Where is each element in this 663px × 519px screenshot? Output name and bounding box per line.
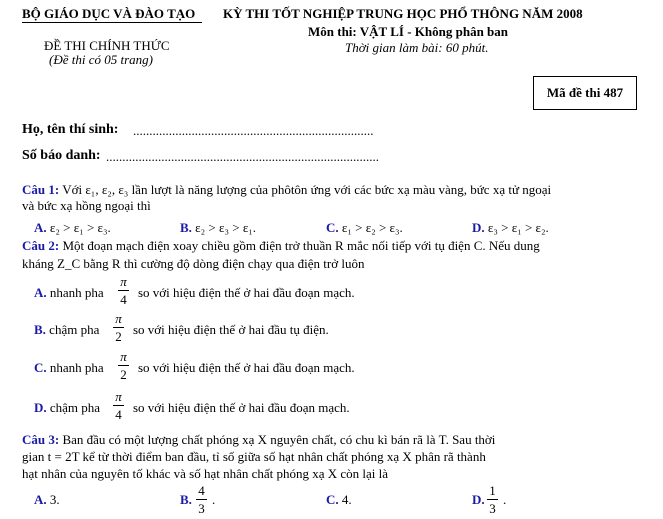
time-line: Thời gian làm bài: 60 phút.	[345, 40, 489, 55]
exam-title: KỲ THI TỐT NGHIỆP TRUNG HỌC PHỔ THÔNG NĂM 2008	[223, 6, 583, 21]
q2-option-c-suffix: so với hiệu điện thế ở hai đầu đoạn mạch.	[138, 360, 355, 375]
question-1-text-line1: Với ε₁, ε₂, ε₃ lần lượt là năng lượng của phôtôn ứng với các bức xạ màu vàng, bức xạ tử ngoại	[62, 182, 552, 197]
q2-option-a-fraction: π 4	[118, 275, 129, 306]
candidate-id-label: Số báo danh:	[22, 148, 101, 163]
q3-option-d-fraction: 1 3	[487, 484, 498, 515]
q3-option-c[interactable]: C. 4.	[326, 492, 352, 507]
q1-option-d[interactable]: D. ε₃ > ε₁ > ε₂.	[472, 220, 549, 235]
ministry-name: BỘ GIÁO DỤC VÀ ĐÀO TẠO	[22, 6, 196, 21]
q3-option-d-suffix: .	[503, 492, 507, 507]
question-1	[22, 182, 642, 197]
question-3-text-line1: Ban đầu có một lượng chất phóng xạ X nguyên chất, có chu kì bán rã là T. Sau thời	[62, 432, 496, 447]
q2-option-b-fraction: π 2	[113, 312, 124, 343]
question-3-number: Câu 3:	[22, 432, 60, 447]
q3-option-d[interactable]: D.	[472, 492, 485, 507]
candidate-id-field[interactable]: ....................................................................................	[106, 149, 379, 164]
question-3	[22, 432, 652, 447]
q2-option-a-suffix: so với hiệu điện thế ở hai đầu đoạn mạch.	[138, 285, 355, 300]
q2-option-b[interactable]: B. chậm pha	[34, 322, 100, 337]
question-1-number: Câu 1:	[22, 182, 60, 197]
q2-option-b-suffix: so với hiệu điện thế ở hai đầu tụ điện.	[133, 322, 329, 337]
q1-option-c[interactable]: C. ε₁ > ε₂ > ε₃.	[326, 220, 403, 235]
question-1-text-line2: và bức xạ hồng ngoại thì	[22, 198, 151, 213]
q3-option-b-suffix: .	[212, 492, 216, 507]
q1-option-a[interactable]: A. ε₂ > ε₁ > ε₃.	[34, 220, 111, 235]
question-2	[22, 238, 652, 253]
subject-line: Môn thi: VẬT LÍ - Không phân ban	[308, 24, 509, 39]
q3-option-a[interactable]: A. 3.	[34, 492, 60, 507]
official-label: ĐỀ THI CHÍNH THỨC	[44, 38, 170, 53]
candidate-name-field[interactable]: ..........................................................................	[133, 123, 374, 138]
question-3-text-line2: gian t = 2T kể từ thời điểm ban đầu, tỉ số giữa số hạt nhân chất phóng xạ X phân rã thành	[22, 449, 486, 464]
q2-option-c-fraction: π 2	[118, 350, 129, 381]
q3-option-b-fraction: 4 3	[196, 484, 207, 515]
candidate-name-label: Họ, tên thí sinh:	[22, 122, 119, 137]
question-2-number: Câu 2:	[22, 238, 60, 253]
question-3-text-line3: hạt nhân của nguyên tố khác và số hạt nhân chất phóng xạ X còn lại là	[22, 466, 389, 481]
q2-option-d-suffix: so với hiệu điện thế ở hai đầu đoạn mạch.	[133, 400, 350, 415]
q2-option-a[interactable]: A. nhanh pha	[34, 285, 104, 300]
q3-option-b[interactable]: B.	[180, 492, 192, 507]
question-2-text-line1: Một đoạn mạch điện xoay chiều gồm điện trở thuần R mắc nối tiếp với tụ điện C. Nếu dung	[62, 238, 540, 253]
question-2-text-line2: kháng Z_C bằng R thì cường độ dòng điện chạy qua điện trở luôn	[22, 256, 365, 271]
q2-option-d-fraction: π 4	[113, 390, 124, 421]
pages-note: (Đề thi có 05 trang)	[49, 52, 153, 67]
exam-code-box: Mã đề thi 487	[533, 76, 637, 110]
ministry-underline	[22, 22, 202, 23]
q1-option-b[interactable]: B. ε₂ > ε₃ > ε₁.	[180, 220, 257, 235]
q2-option-d[interactable]: D. chậm pha	[34, 400, 101, 415]
q2-option-c[interactable]: C. nhanh pha	[34, 360, 104, 375]
